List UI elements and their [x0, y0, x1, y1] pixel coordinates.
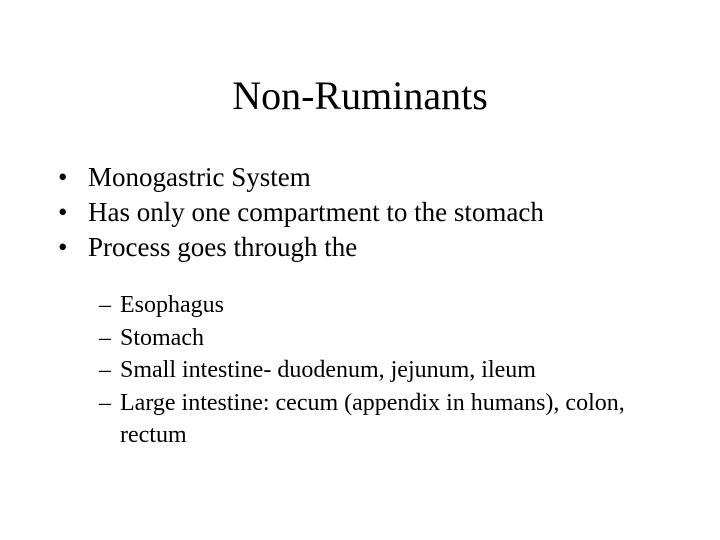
- bullet-item: [58, 230, 698, 265]
- sub-bullet-marker: –: [99, 357, 111, 383]
- sub-bullet-text: Esophagus: [120, 292, 224, 318]
- bullet-text: Process goes through the: [88, 232, 358, 262]
- sub-bullet-marker: –: [99, 324, 111, 351]
- bullet-marker: •: [58, 197, 68, 227]
- sub-bullet-text: Stomach: [120, 324, 204, 351]
- slide-title: Non-Ruminants: [232, 73, 488, 118]
- bullet-marker: •: [58, 162, 68, 192]
- bullet-list: [58, 160, 698, 265]
- bullet-marker: •: [58, 232, 68, 262]
- sub-bullet-item: [99, 354, 699, 387]
- sub-bullet-text: Small intestine- duodenum, jejunum, ileum: [120, 357, 536, 383]
- bullet-item: [58, 160, 698, 195]
- sub-bullet-marker: –: [99, 292, 111, 318]
- sub-bullet-item: [99, 322, 699, 355]
- bullet-text: Monogastric System: [88, 162, 311, 192]
- bullet-item: [58, 195, 698, 230]
- sub-bullet-item: [99, 289, 699, 322]
- bullet-text: Has only one compartment to the stomach: [88, 197, 544, 227]
- sub-bullet-text: Large intestine: cecum (appendix in humans), colon, rectum: [120, 389, 625, 448]
- sub-bullet-item: [99, 387, 699, 452]
- sub-bullet-list: [99, 289, 699, 452]
- sub-bullet-marker: –: [99, 389, 111, 416]
